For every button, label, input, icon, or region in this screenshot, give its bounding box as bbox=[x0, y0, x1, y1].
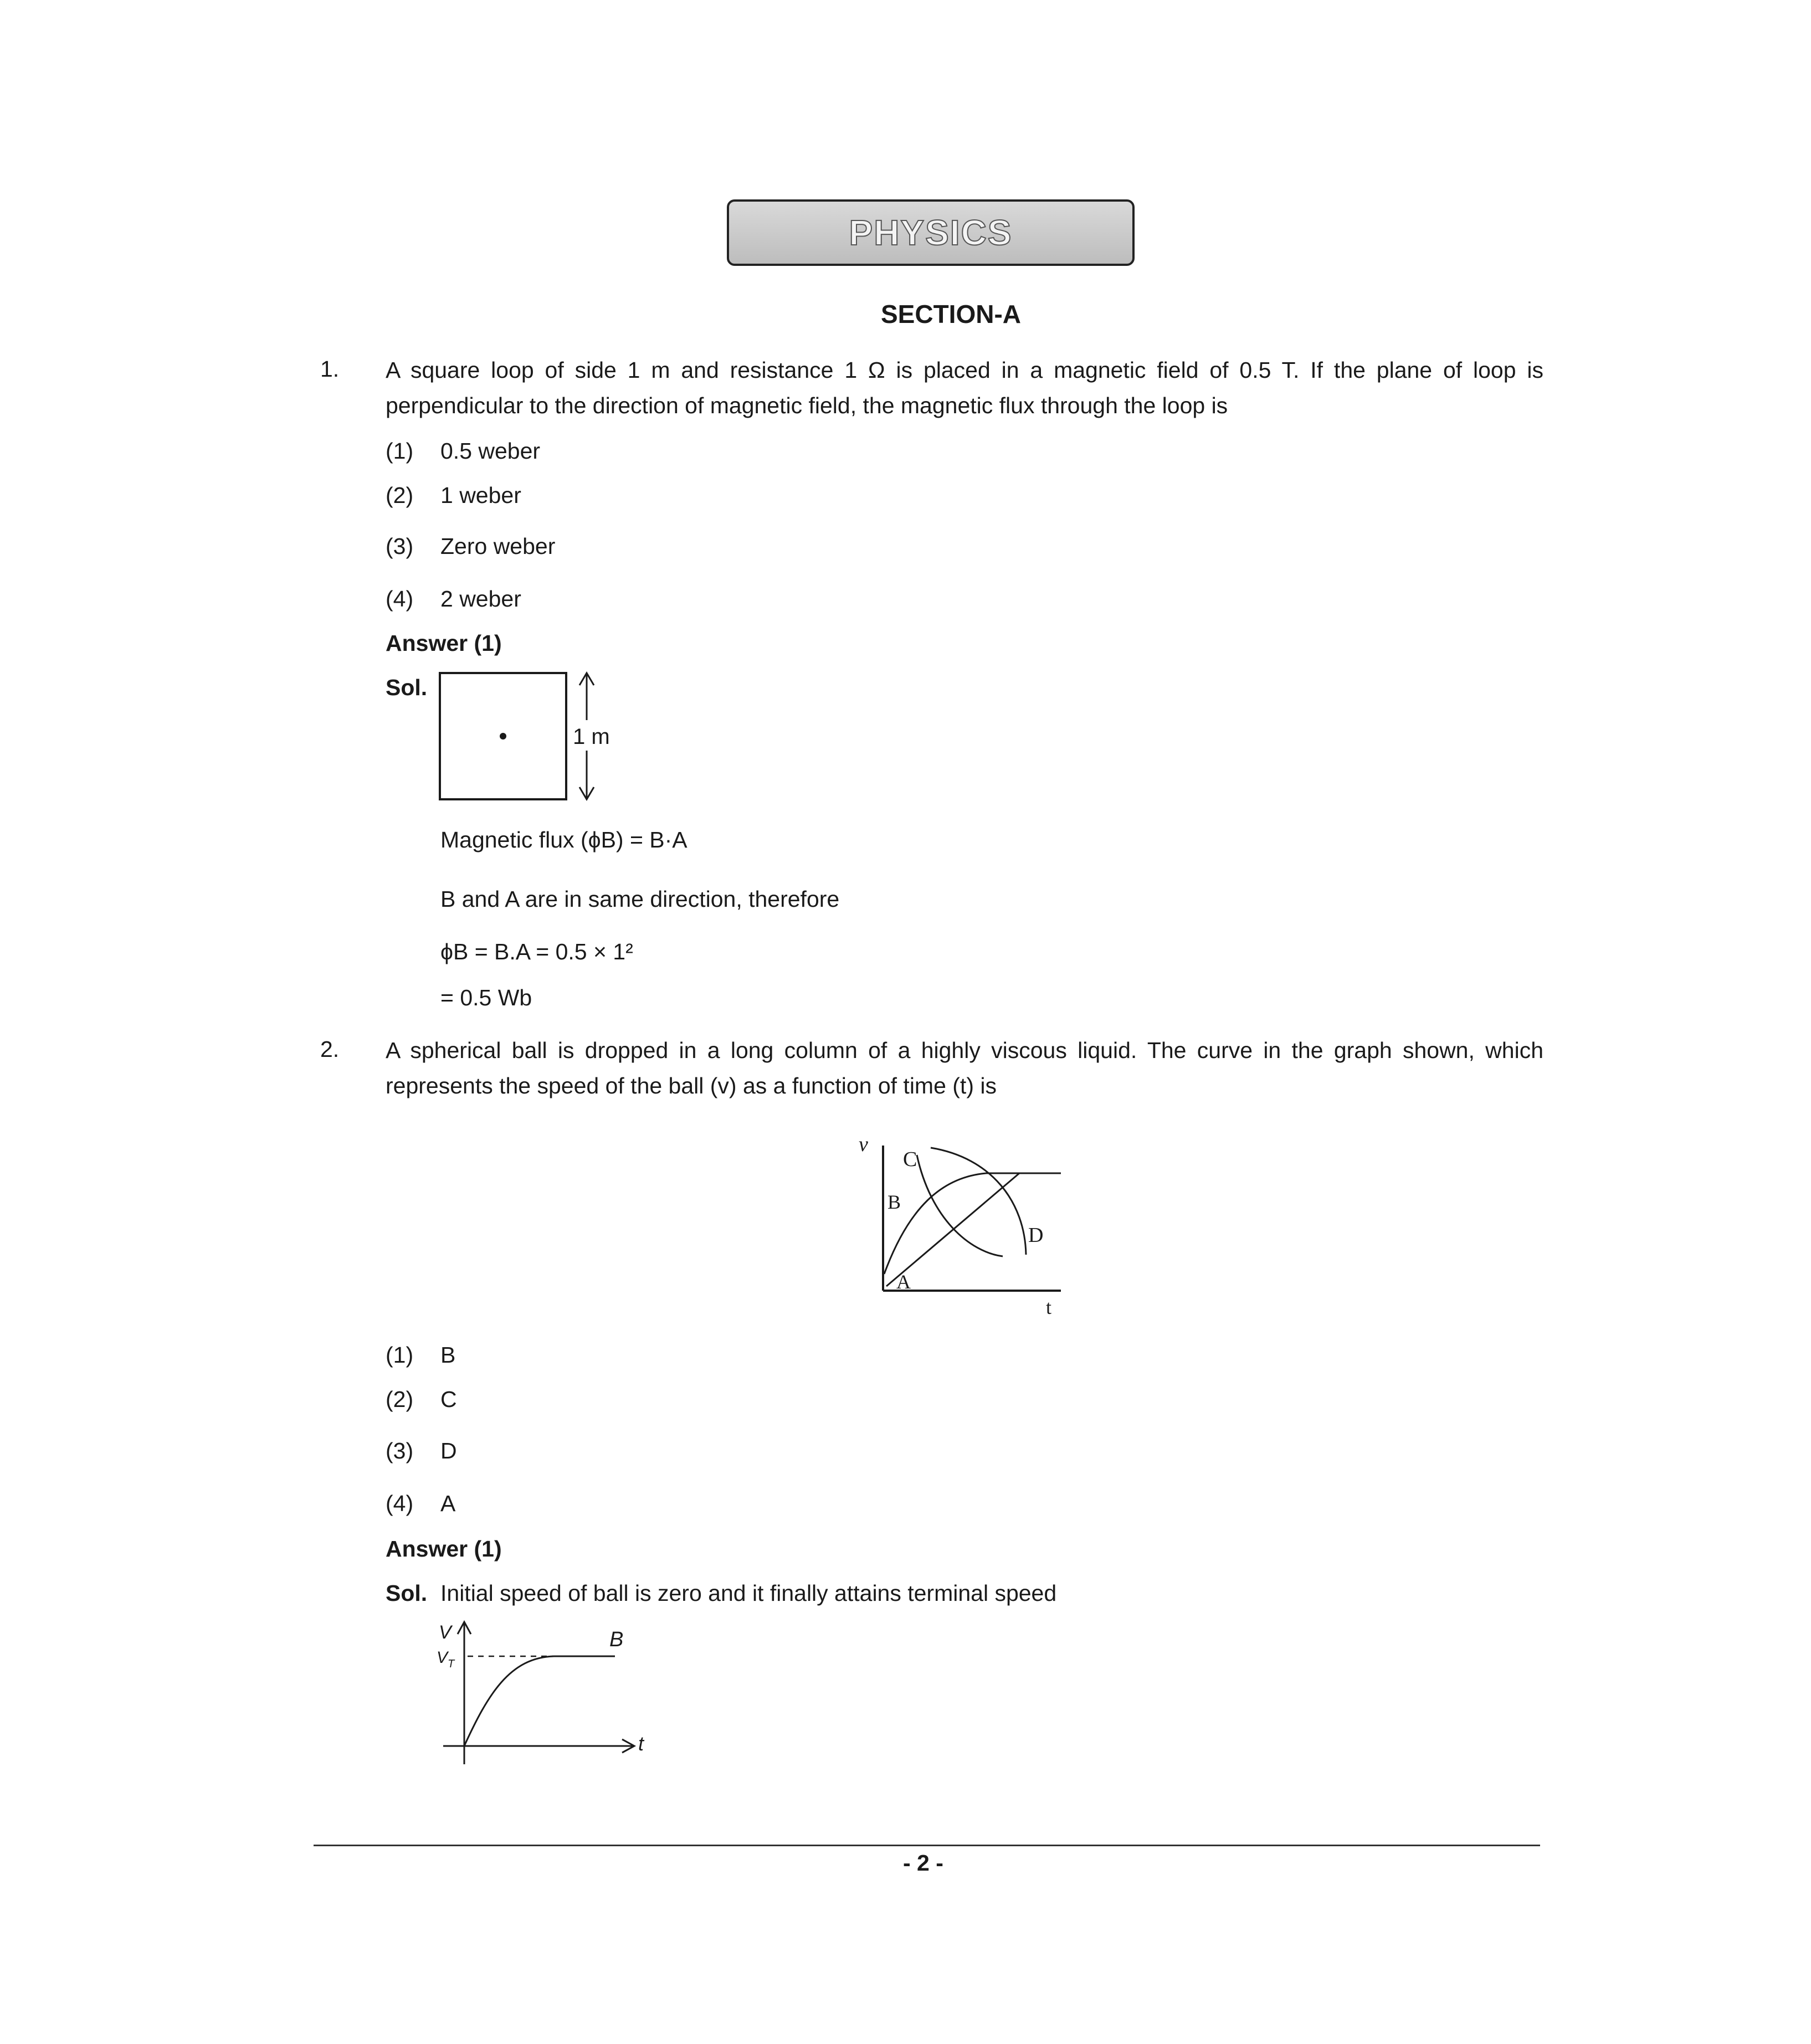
q1-option-3-number: (3) bbox=[386, 533, 414, 559]
curve-c-label: C bbox=[903, 1148, 917, 1171]
footer-rule bbox=[314, 1845, 1540, 1846]
q1-sol-line-2: B and A are in same direction, therefore bbox=[440, 886, 840, 912]
sol-curve-label: B bbox=[609, 1628, 624, 1651]
q1-option-1-number: (1) bbox=[386, 438, 414, 464]
q2-option-2-text: C bbox=[440, 1386, 457, 1412]
x-axis-label: t bbox=[1046, 1296, 1052, 1318]
curve-d bbox=[931, 1148, 1026, 1255]
subject-title: PHYSICS bbox=[849, 213, 1013, 253]
q1-answer: Answer (1) bbox=[386, 630, 502, 656]
q2-option-4-number: (4) bbox=[386, 1491, 414, 1516]
terminal-speed-label: $V_T$ bbox=[437, 1648, 455, 1670]
side-length-label: 1 m bbox=[573, 725, 610, 749]
curve-a-label: A bbox=[896, 1271, 911, 1293]
q1-sol-line-1: Magnetic flux (ϕB) = B·A bbox=[440, 827, 688, 852]
q1-sol-line-3: ϕB = B.A = 0.5 × 1² bbox=[440, 939, 633, 964]
q2-option-2-number: (2) bbox=[386, 1386, 414, 1412]
square-loop-figure bbox=[432, 667, 620, 806]
q1-sol-label: Sol. bbox=[386, 675, 428, 700]
terminal-speed-curve bbox=[464, 1656, 615, 1746]
curve-a bbox=[886, 1173, 1019, 1286]
question-2-text: A spherical ball is dropped in a long column of a highly viscous liquid. The curve in the graph shown, which represents the speed of the ball (v) as a function of time (t) is bbox=[386, 1038, 1543, 1098]
question-1-number: 1. bbox=[320, 356, 340, 382]
curve-c bbox=[917, 1155, 1003, 1256]
q1-option-4-number: (4) bbox=[386, 586, 414, 612]
q2-sol-label: Sol. bbox=[386, 1580, 428, 1606]
q2-option-1-text: B bbox=[440, 1342, 456, 1368]
speed-time-graph bbox=[848, 1124, 1080, 1324]
q1-option-1-text: 0.5 weber bbox=[440, 438, 541, 464]
curve-d-label: D bbox=[1028, 1224, 1044, 1247]
terminal-speed-graph bbox=[421, 1617, 665, 1778]
q1-option-3-text: Zero weber bbox=[440, 533, 556, 559]
page-number: - 2 - bbox=[903, 1850, 943, 1876]
q1-sol-line-4: = 0.5 Wb bbox=[440, 985, 532, 1010]
section-title: SECTION-A bbox=[881, 300, 1021, 328]
q2-answer: Answer (1) bbox=[386, 1536, 502, 1562]
field-dot bbox=[500, 733, 506, 739]
subject-banner bbox=[727, 199, 1135, 266]
curve-b-label: B bbox=[887, 1191, 901, 1213]
q2-option-3-number: (3) bbox=[386, 1438, 414, 1463]
q1-option-4-text: 2 weber bbox=[440, 586, 521, 612]
q2-sol-text: Initial speed of ball is zero and it finally attains terminal speed bbox=[440, 1580, 1057, 1606]
sol-y-label: V bbox=[439, 1622, 452, 1643]
q1-option-2-number: (2) bbox=[386, 482, 414, 508]
y-axis-label: v bbox=[859, 1133, 868, 1156]
q2-option-4-text: A bbox=[440, 1491, 456, 1516]
q2-option-1-number: (1) bbox=[386, 1342, 414, 1368]
sol-x-label: t bbox=[638, 1732, 644, 1755]
question-1-text: A square loop of side 1 m and resistance 1 Ω is placed in a magnetic field of 0.5 T. If the plane of loop is perpendicular to the direction of magnetic field, the magnetic flux through the loop is bbox=[386, 357, 1543, 418]
q2-option-3-text: D bbox=[440, 1438, 457, 1463]
q1-option-2-text: 1 weber bbox=[440, 482, 521, 508]
question-2-number: 2. bbox=[320, 1036, 340, 1062]
